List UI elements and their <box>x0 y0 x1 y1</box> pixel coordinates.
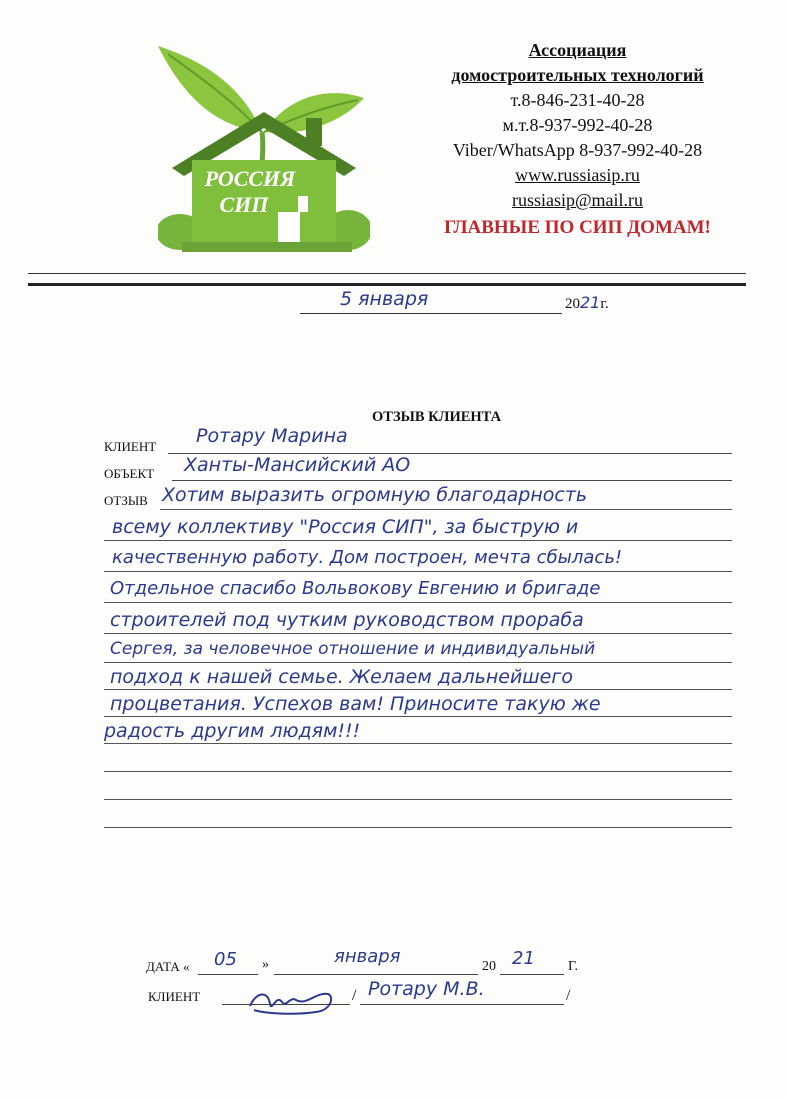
footer-date-day: 05 <box>214 949 237 970</box>
review-line-7 <box>104 689 732 690</box>
company-logo <box>158 36 370 254</box>
object-label: ОБЪЕКТ <box>104 466 155 481</box>
client-value: Ротару Марина <box>196 425 348 447</box>
footer-date-year-prefix: 20 <box>482 959 496 974</box>
email-link[interactable]: russiasip@mail.ru <box>511 190 644 210</box>
review-text-line: процветания. Успехов вам! Приносите такую же <box>110 693 601 715</box>
review-line-5 <box>104 633 732 634</box>
review-line-3 <box>104 571 732 572</box>
footer-date-year-unit: Г. <box>568 959 579 974</box>
org-name-line2: домостроительных технологий <box>451 65 704 85</box>
footer-date-year-suffix: 21 <box>512 948 535 969</box>
footer-year-line <box>500 974 564 975</box>
website-link[interactable]: www.russiasip.ru <box>515 165 640 185</box>
footer-day-line <box>198 974 258 975</box>
logo-text-line2: СИП <box>219 192 269 217</box>
review-text-line: всему коллективу "Россия СИП", за быструю и <box>112 516 579 538</box>
review-line-2 <box>104 540 732 541</box>
review-line-1 <box>160 509 732 510</box>
object-line <box>172 480 732 481</box>
review-text-line: Хотим выразить огромную благодарность <box>162 484 588 506</box>
review-line-6 <box>104 662 732 663</box>
review-line-9 <box>104 743 732 744</box>
review-line-4 <box>104 602 732 603</box>
form-title: ОТЗЫВ КЛИЕНТА <box>372 409 502 425</box>
client-label: КЛИЕНТ <box>104 439 157 454</box>
top-date-line <box>300 288 562 314</box>
footer-month-line <box>274 974 478 975</box>
review-text-line: Сергея, за человечное отношение и индивидуальный <box>110 639 596 659</box>
contact-block <box>405 38 750 240</box>
top-date-value: 5 января <box>340 288 429 310</box>
top-date-year-handwritten: 21 <box>580 293 601 312</box>
review-text-line: Отдельное спасибо Вольвокову Евгению и бригаде <box>110 578 601 599</box>
org-name-line1: Ассоциация <box>528 40 627 60</box>
header-divider-thin <box>28 273 746 274</box>
client-signature <box>246 984 336 1018</box>
review-line-11 <box>104 799 732 800</box>
footer-client-name: Ротару М.В. <box>368 978 485 1000</box>
footer-date-label: ДАТА « <box>146 959 190 974</box>
slogan-text: ГЛАВНЫЕ ПО СИП ДОМАМ! <box>444 217 711 238</box>
messenger-text: Viber/WhatsApp 8-937-992-40-28 <box>452 140 703 160</box>
object-value: Ханты-Мансийский АО <box>184 454 411 476</box>
footer-date-quote-close: » <box>262 957 269 972</box>
top-date-year: 2021г. <box>565 293 609 312</box>
logo-text-line1: РОССИЯ <box>204 166 296 191</box>
footer-slash-2: / <box>566 987 571 1004</box>
review-line-8 <box>104 716 732 717</box>
review-text-line: радость другим людям!!! <box>104 720 361 742</box>
review-label: ОТЗЫВ <box>104 493 148 508</box>
review-line-10 <box>104 771 732 772</box>
review-line-12 <box>104 827 732 828</box>
footer-slash-1: / <box>352 987 357 1004</box>
footer-client-label: КЛИЕНТ <box>148 989 201 1004</box>
review-text-line: качественную работу. Дом построен, мечта сбылась! <box>112 547 623 568</box>
header-divider-thick <box>28 283 746 286</box>
review-text-line: строителей под чутким руководством прораба <box>110 609 584 631</box>
phone-text: т.8-846-231-40-28 <box>510 90 645 110</box>
review-text-line: подход к нашей семье. Желаем дальнейшего <box>110 666 573 688</box>
footer-date-month: января <box>334 946 401 967</box>
footer-name-line <box>360 1004 564 1005</box>
mobile-text: м.т.8-937-992-40-28 <box>502 115 653 135</box>
